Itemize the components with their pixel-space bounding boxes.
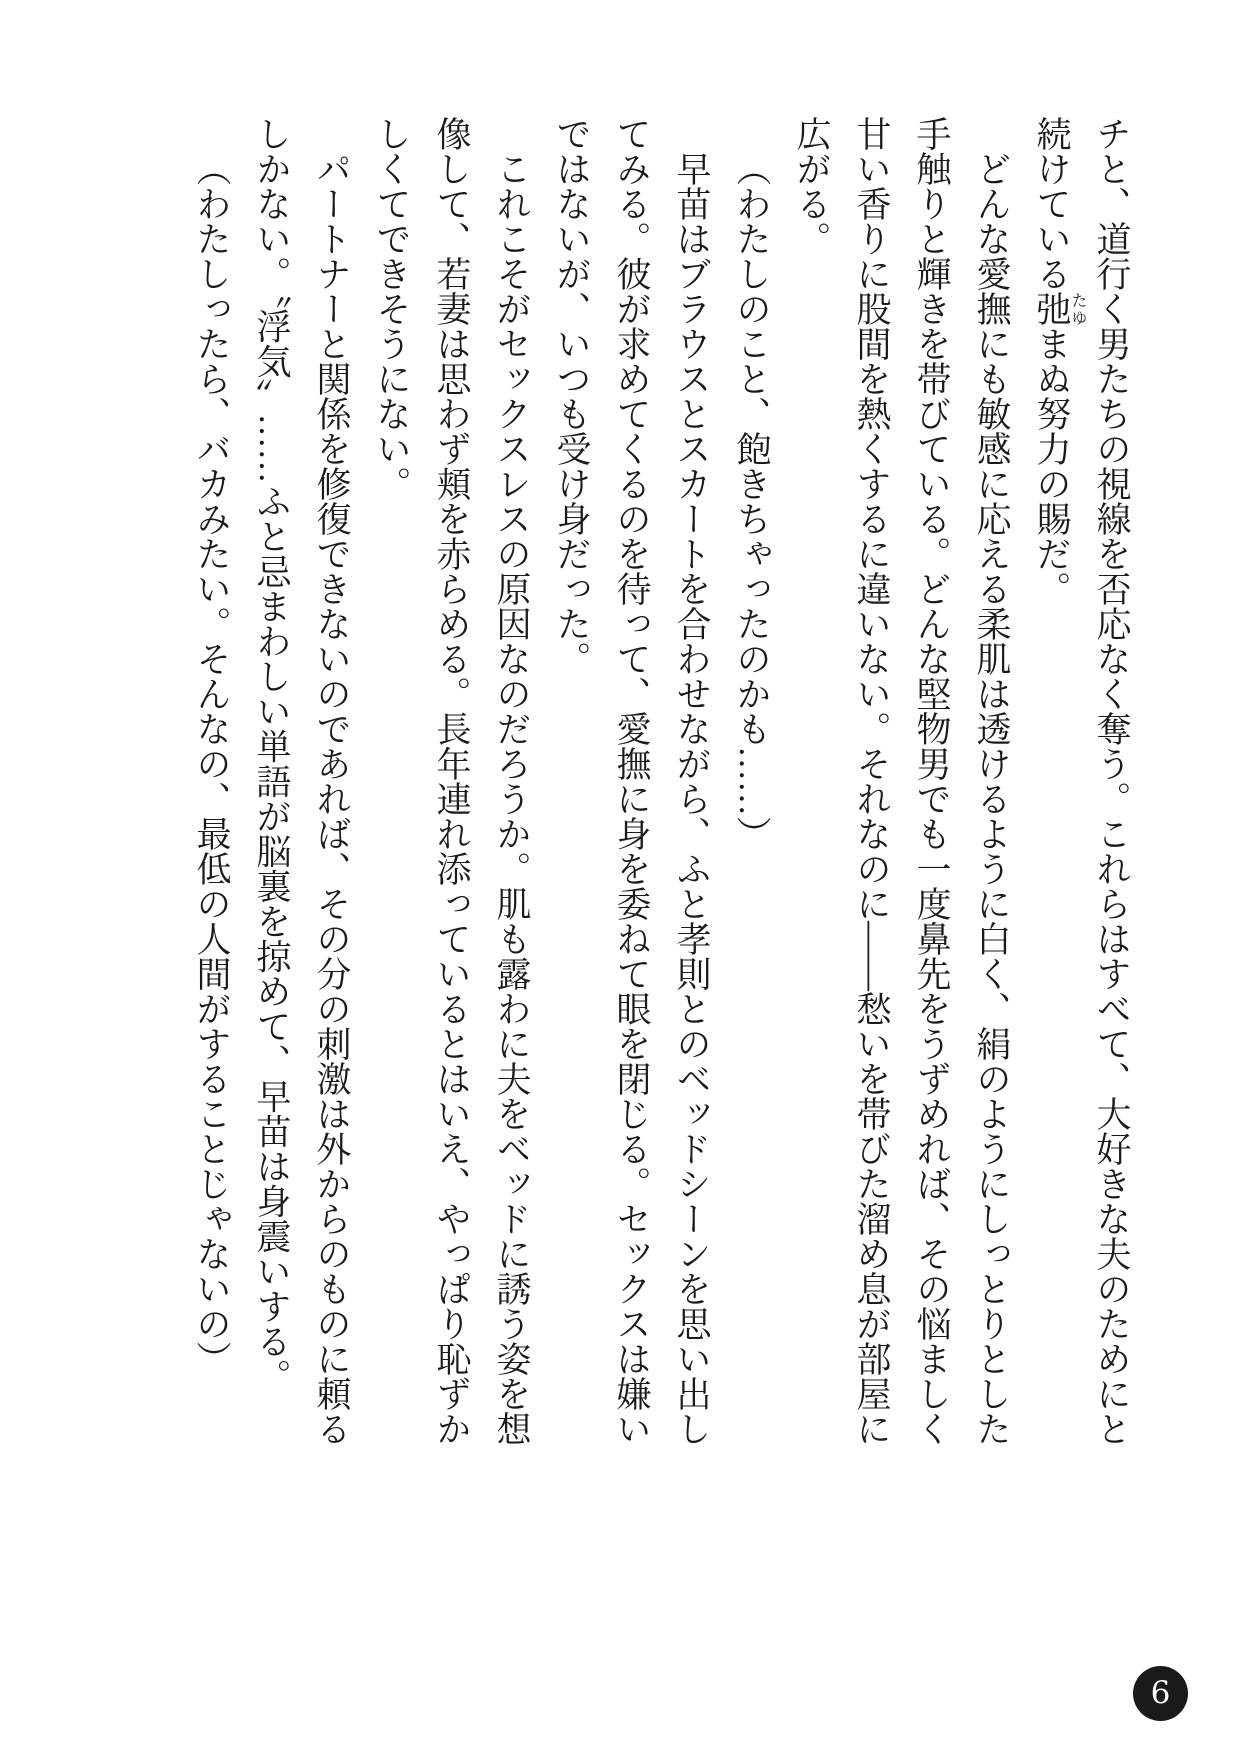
page-number: 6 bbox=[1150, 1675, 1171, 1711]
ruby-annotation: 弛たゆ bbox=[1032, 291, 1086, 326]
paragraph: （わたしったら、バカみたい。そんなの、最低の人間がすることじゃないの） bbox=[192, 151, 231, 1376]
paragraph: どんな愛撫にも敏感に応える柔肌は透けるように白く、絹のようにしっとりとした手触りと輝きを帯びている。どんな堅物男でも一度鼻先をうずめれば、その悩ましく甘い香りに股間を熱くするに違いない。それなのに――愁いを帯びた溜め息が部屋に広がる。 bbox=[792, 116, 1011, 1446]
paragraph: これこそがセックスレスの原因なのだろうか。肌も露わに夫をベッドに誘う姿を想像して、若妻は思わず頬を赤らめる。長年連れ添っているとはいえ、やっぱり恥ずかしくてできそうにない。 bbox=[372, 116, 531, 1446]
paragraph: （わたしのこと、飽きちゃったのかも……） bbox=[732, 151, 771, 851]
paragraph: 早苗はブラウスとスカートを合わせながら、ふと孝則とのベッドシーンを思い出してみる。彼が求めてくるのを待って、愛撫に身を委ねて眼を閉じる。セックスは嫌いではないが、いつも受け身だった。 bbox=[552, 116, 711, 1446]
paragraph: パートナーと関係を修復できないのであれば、その分の刺激は外からのものに頼るしかない。〝浮気〟……ふと忌まわしい単語が脳裏を掠めて、早苗は身震いする。 bbox=[252, 116, 351, 1446]
paragraph: チと、道行く男たちの視線を否応なく奪う。これらはすべて、大好きな夫のためにと続けている弛たゆまぬ努力の賜だ。 bbox=[1032, 116, 1131, 1446]
page-number-badge bbox=[1133, 1666, 1188, 1721]
body-text bbox=[181, 116, 1141, 1448]
